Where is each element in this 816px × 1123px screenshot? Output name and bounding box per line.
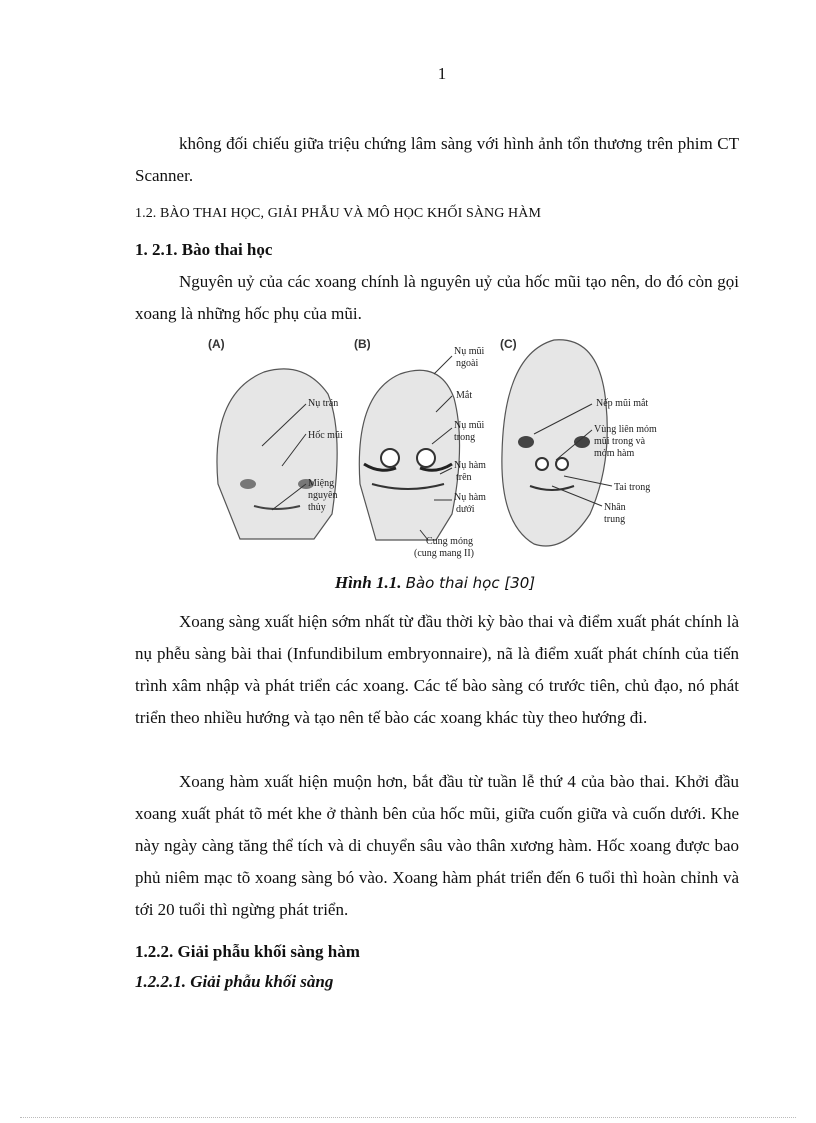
label-mieng-2: nguyên <box>308 490 338 501</box>
label-nu-ham-duoi-1: Nụ hàm <box>454 492 486 503</box>
label-nu-mui-ngoai-2: ngoài <box>456 358 479 369</box>
section-heading-1-2-2: 1.2.2. Giải phẫu khối sàng hàm <box>135 942 360 961</box>
section-heading-1-2-2-1: 1.2.2.1. Giải phẫu khối sàng <box>135 972 334 991</box>
label-nu-ham-tren-1: Nụ hàm <box>454 460 486 471</box>
paragraph-embryology-intro: Nguyên uỷ của các xoang chính là nguyên uỷ của hốc mũi tạo nên, do đó còn gọi xoang là những hốc phụ của mũi. <box>135 272 739 323</box>
label-nhan-trung-1: Nhân <box>604 502 626 513</box>
label-tai-trong: Tai trong <box>614 482 651 493</box>
nasal-placode-b-left <box>381 449 399 467</box>
panel-c-label: (C) <box>500 337 517 351</box>
embryo-head-c <box>502 340 607 546</box>
panel-b-label: (B) <box>354 337 371 351</box>
figure-caption <box>0 573 816 593</box>
label-vung-lien-3: mỏm hàm <box>594 448 635 459</box>
label-nep-mui-mat: Nếp mũi mắt <box>596 398 649 409</box>
footer-divider <box>20 1117 796 1118</box>
nostril-c-right <box>556 458 568 470</box>
label-mieng-3: thủy <box>308 502 326 513</box>
label-nhan-trung-2: trung <box>604 514 626 525</box>
label-nu-tran: Nụ trán <box>308 398 339 409</box>
section-heading-1-2: 1.2. BÀO THAI HỌC, GIẢI PHẪU VÀ MÔ HỌC KHỐI SÀNG HÀM <box>135 206 542 221</box>
nasal-placode-b-right <box>417 449 435 467</box>
label-nu-mui-ngoai-1: Nụ mũi <box>454 346 485 357</box>
nostril-c-left <box>536 458 548 470</box>
label-nu-ham-duoi-2: dưới <box>456 504 475 515</box>
eye-c-left <box>518 436 534 448</box>
embryology-figure <box>204 334 688 570</box>
label-mat: Mắt <box>456 390 473 401</box>
label-hoc-mui: Hốc mũi <box>308 430 343 441</box>
label-cung-mong-2: (cung mang II) <box>414 548 474 559</box>
paragraph-continuation: không đối chiếu giữa triệu chứng lâm sàng với hình ảnh tổn thương trên phim CT Scanner. <box>135 134 739 185</box>
label-mieng-1: Miệng <box>308 478 335 489</box>
figure-caption-text: Bào thai học [30] <box>405 574 536 592</box>
label-cung-mong-1: Cung móng <box>426 536 473 547</box>
embryo-head-a <box>217 369 337 539</box>
label-nu-mui-trong-2: trong <box>454 432 476 443</box>
page-number: 1 <box>437 64 447 83</box>
nasal-pit-a-left <box>240 479 256 489</box>
panel-a-label: (A) <box>208 337 225 351</box>
embryology-illustration <box>204 334 688 570</box>
paragraph-ethmoid-sinus: Xoang sàng xuất hiện sớm nhất từ đầu thời kỳ bào thai và điểm xuất phát chính là nụ phễu sàng bài thai (Infundibilum embryonnaire), nã là điểm xuất phát chính của tiến trình xâm nhập và phát triển các xoang. Các tế bào sàng có trước tiên, chủ đạo, nó phát triển theo nhiều hướng và tạo nên tế bào các xoang khác tùy theo hướng đi. <box>135 612 739 727</box>
figure-caption-label: Hình 1.1. <box>334 573 402 592</box>
paragraph-maxillary-sinus: Xoang hàm xuất hiện muộn hơn, bắt đầu từ tuần lễ thứ 4 của bào thai. Khởi đầu xoang xuất phát tõ mét khe ở thành bên của hốc mũi, giữa cuốn giữa và cuốn dưới. Khe này ngày càng tăng thể tích và di chuyển sâu vào thân xương hàm. Hốc xoang được bao phủ niêm mạc tõ xoang sàng bó vào. Xoang hàm phát triển đến 6 tuổi thì hoàn chỉnh và tới 20 tuổi thì ngừng phát triển. <box>135 772 739 919</box>
label-nu-ham-tren-2: trên <box>456 472 472 483</box>
label-nu-mui-trong-1: Nụ mũi <box>454 420 485 431</box>
section-heading-1-2-1: 1. 2.1. Bào thai học <box>135 240 273 259</box>
embryo-head-b <box>359 370 459 540</box>
label-vung-lien-1: Vùng liên mỏm <box>594 424 657 435</box>
label-vung-lien-2: mũi trong và <box>594 436 646 447</box>
